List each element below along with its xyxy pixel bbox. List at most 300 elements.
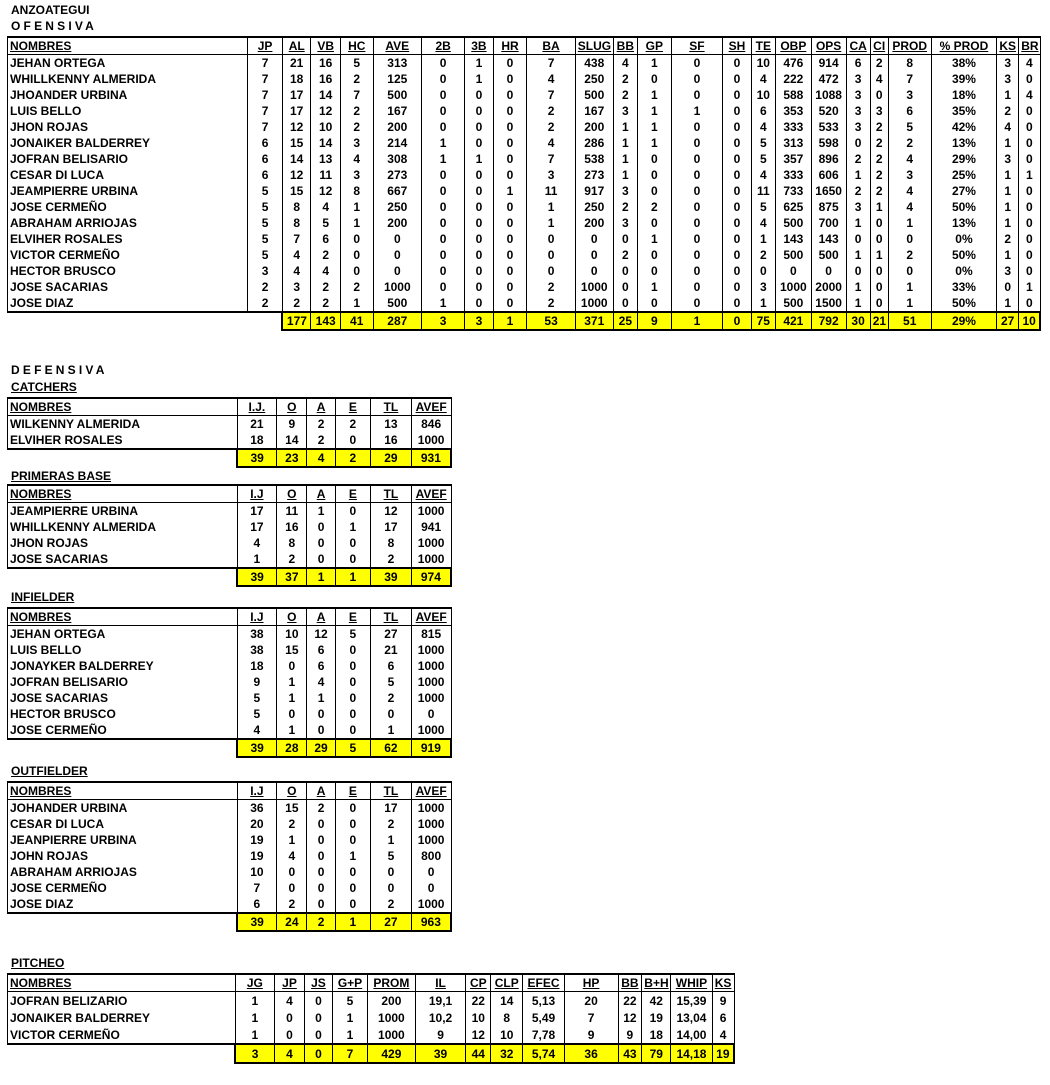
stat-cell: 0	[335, 503, 370, 520]
table-row	[8, 690, 452, 706]
stat-cell: 0	[335, 706, 370, 722]
column-header: NOMBRES	[8, 398, 238, 416]
stat-cell: 2	[637, 199, 671, 215]
stat-cell: 1	[307, 503, 335, 520]
table-row	[8, 231, 1041, 247]
stat-cell: 6	[751, 103, 775, 119]
column-header: O	[277, 398, 307, 416]
stat-cell: 0	[335, 642, 370, 658]
table-row	[8, 55, 1041, 72]
stat-cell: 5	[311, 215, 341, 231]
stat-cell: 0	[493, 87, 527, 103]
stat-cell: 0	[637, 71, 671, 87]
stat-cell: 50%	[931, 295, 996, 312]
stat-cell: 7	[527, 151, 575, 167]
table-row	[8, 848, 452, 864]
totals-spacer	[8, 568, 238, 586]
stat-cell: 1	[1019, 167, 1040, 183]
stat-cell: 143	[811, 231, 846, 247]
stat-cell: 4	[282, 263, 310, 279]
stat-cell: 2	[870, 151, 888, 167]
stat-cell: 1	[846, 167, 870, 183]
stat-cell: 0	[723, 295, 751, 312]
stat-cell: 0	[723, 87, 751, 103]
stat-cell: 0	[527, 263, 575, 279]
column-header: AVE	[373, 37, 421, 55]
stat-cell: 1	[613, 135, 637, 151]
stat-cell: 1	[340, 295, 373, 312]
stat-cell: 1000	[411, 535, 451, 551]
column-header: A	[307, 485, 335, 503]
stat-cell: 0	[422, 199, 465, 215]
stat-cell: 4	[613, 55, 637, 72]
stat-cell: 2	[277, 551, 307, 568]
stat-cell: 0	[411, 880, 451, 896]
table-row	[8, 551, 452, 568]
table-row	[8, 880, 452, 896]
stat-cell: 1000	[411, 658, 451, 674]
stat-cell: 4	[888, 151, 931, 167]
stat-cell: 5	[237, 706, 277, 722]
stat-cell: 0	[422, 71, 465, 87]
stat-cell: 22	[466, 992, 491, 1010]
total-cell: 3	[235, 1044, 274, 1063]
total-cell: 2	[307, 913, 335, 931]
stat-cell: 0	[493, 247, 527, 263]
total-cell: 1	[335, 568, 370, 586]
stat-cell: 0	[671, 199, 723, 215]
stat-cell: 6	[237, 896, 277, 913]
stat-cell: 1	[307, 690, 335, 706]
stat-cell: 33%	[931, 279, 996, 295]
column-header: NOMBRES	[8, 485, 238, 503]
stat-cell: 0	[422, 215, 465, 231]
column-header: VB	[311, 37, 341, 55]
stat-cell: 16	[311, 55, 341, 72]
stat-cell: 9	[618, 1026, 642, 1044]
stat-cell: 476	[775, 55, 811, 72]
table-row	[8, 199, 1041, 215]
totals-row	[8, 312, 1041, 330]
player-name: HECTOR BRUSCO	[8, 263, 248, 279]
stat-cell: 500	[811, 247, 846, 263]
stat-cell: 0	[671, 135, 723, 151]
total-cell: 23	[277, 449, 307, 467]
stat-cell: 0	[723, 279, 751, 295]
column-header: HR	[493, 37, 527, 55]
total-cell: 39	[237, 449, 277, 467]
stat-cell: 0	[575, 263, 613, 279]
stat-cell: 17	[282, 103, 310, 119]
stat-cell: 0	[465, 87, 493, 103]
player-name: LUIS BELLO	[8, 103, 248, 119]
total-cell: 963	[411, 913, 451, 931]
stat-cell: 1	[613, 151, 637, 167]
stat-cell: 2	[527, 119, 575, 135]
stat-cell: 1	[888, 279, 931, 295]
stat-cell: 42%	[931, 119, 996, 135]
stat-cell: 0%	[931, 231, 996, 247]
stat-cell: 1	[997, 215, 1019, 231]
stat-cell: 200	[368, 992, 416, 1010]
column-header: AVEF	[411, 398, 451, 416]
stat-cell: 35%	[931, 103, 996, 119]
stat-cell: 0	[340, 231, 373, 247]
table-row	[8, 896, 452, 913]
stat-cell: 520	[811, 103, 846, 119]
stat-cell: 2	[527, 103, 575, 119]
stat-cell: 0	[888, 263, 931, 279]
stat-cell: 222	[775, 71, 811, 87]
stat-cell: 8	[282, 215, 310, 231]
stat-cell: 5	[751, 135, 775, 151]
stat-cell: 13%	[931, 135, 996, 151]
stat-cell: 1000	[411, 800, 451, 817]
column-header: OPS	[811, 37, 846, 55]
stat-cell: 0	[671, 87, 723, 103]
stat-cell: 2	[613, 71, 637, 87]
stat-cell: 10	[237, 864, 277, 880]
stat-cell: 5	[371, 674, 412, 690]
stat-cell: 12	[371, 503, 412, 520]
player-name: JOSE CERMEÑO	[8, 880, 238, 896]
stat-cell: 0	[811, 263, 846, 279]
stat-cell: 6	[248, 135, 283, 151]
stat-cell: 606	[811, 167, 846, 183]
stat-cell: 2	[307, 800, 335, 817]
column-header: E	[335, 608, 370, 626]
stat-cell: 10	[466, 1009, 491, 1026]
column-header: IL	[415, 974, 466, 992]
stat-cell: 0	[493, 151, 527, 167]
stat-cell: 667	[373, 183, 421, 199]
stat-cell: 1000	[411, 690, 451, 706]
total-cell: 4	[274, 1044, 304, 1063]
offense-table	[7, 36, 1041, 331]
column-header: TL	[371, 485, 412, 503]
stat-cell: 0	[870, 215, 888, 231]
stat-cell: 1	[997, 183, 1019, 199]
total-cell: 19	[712, 1044, 734, 1063]
catchers-table	[7, 397, 452, 468]
table-row	[8, 416, 452, 433]
stat-cell: 0	[422, 247, 465, 263]
stat-cell: 0	[775, 263, 811, 279]
column-header: HC	[340, 37, 373, 55]
stat-cell: 12	[311, 183, 341, 199]
stat-cell: 4	[274, 992, 304, 1010]
stat-cell: 4	[237, 535, 277, 551]
stat-cell: 0	[422, 103, 465, 119]
column-header: JP	[248, 37, 283, 55]
stat-cell: 1	[422, 151, 465, 167]
stat-cell: 0	[1019, 119, 1040, 135]
stat-cell: 0	[277, 658, 307, 674]
stat-cell: 500	[575, 87, 613, 103]
stat-cell: 7	[340, 87, 373, 103]
column-header: E	[335, 398, 370, 416]
stat-cell: 0	[637, 295, 671, 312]
column-header: NOMBRES	[8, 974, 236, 992]
total-cell: 75	[751, 312, 775, 330]
stat-cell: 42	[642, 992, 671, 1010]
player-name: JONAIKER BALDERREY	[8, 135, 248, 151]
stat-cell: 18	[237, 432, 277, 449]
table-row	[8, 519, 452, 535]
total-cell: 39	[415, 1044, 466, 1063]
column-header: E	[335, 485, 370, 503]
player-name: WHILLKENNY ALMERIDA	[8, 71, 248, 87]
stat-cell: 10	[311, 119, 341, 135]
column-header: 3B	[465, 37, 493, 55]
column-header: I.J.	[237, 398, 277, 416]
stat-cell: 8	[371, 535, 412, 551]
stat-cell: 11	[311, 167, 341, 183]
stat-cell: 2	[613, 87, 637, 103]
stat-cell: 1000	[411, 432, 451, 449]
stat-cell: 2	[311, 279, 341, 295]
stat-cell: 0	[723, 215, 751, 231]
stat-cell: 2	[340, 119, 373, 135]
player-name: WHILLKENNY ALMERIDA	[8, 519, 238, 535]
column-header: NOMBRES	[8, 37, 248, 55]
stat-cell: 200	[575, 215, 613, 231]
stat-cell: 0	[373, 263, 421, 279]
stat-cell: 22	[618, 992, 642, 1010]
stat-cell: 1	[1019, 279, 1040, 295]
stat-cell: 2	[870, 183, 888, 199]
stat-cell: 0	[335, 658, 370, 674]
stat-cell: 3	[846, 119, 870, 135]
stat-cell: 18%	[931, 87, 996, 103]
stat-cell: 2	[282, 295, 310, 312]
stat-cell: 7	[248, 119, 283, 135]
header-row	[8, 782, 452, 800]
stat-cell: 0	[671, 167, 723, 183]
player-name: JOSE DIAZ	[8, 295, 248, 312]
stat-cell: 0	[373, 247, 421, 263]
stat-cell: 0	[493, 279, 527, 295]
stat-cell: 17	[237, 503, 277, 520]
stat-cell: 0	[671, 263, 723, 279]
stat-cell: 0	[422, 231, 465, 247]
stat-cell: 20	[564, 992, 618, 1010]
column-header: SF	[671, 37, 723, 55]
stat-cell: 7	[248, 87, 283, 103]
stat-cell: 3	[997, 71, 1019, 87]
stat-cell: 27	[371, 626, 412, 643]
stat-cell: 15,39	[671, 992, 712, 1010]
stat-cell: 3	[613, 215, 637, 231]
stat-cell: 0	[493, 295, 527, 312]
stat-cell: 2	[277, 896, 307, 913]
player-name: JONAYKER BALDERREY	[8, 658, 238, 674]
stat-cell: 1	[235, 1009, 274, 1026]
stat-cell: 1	[613, 119, 637, 135]
stat-cell: 733	[775, 183, 811, 199]
stat-cell: 800	[411, 848, 451, 864]
total-cell: 0	[723, 312, 751, 330]
table-row	[8, 864, 452, 880]
stat-cell: 0	[307, 864, 335, 880]
player-name: JHON ROJAS	[8, 119, 248, 135]
stat-cell: 0	[335, 816, 370, 832]
stat-cell: 1	[277, 674, 307, 690]
stat-cell: 313	[373, 55, 421, 72]
stat-cell: 15	[282, 135, 310, 151]
table-row	[8, 87, 1041, 103]
total-cell: 0	[304, 1044, 332, 1063]
total-cell: 792	[811, 312, 846, 330]
table-row	[8, 706, 452, 722]
stat-cell: 17	[282, 87, 310, 103]
table-row	[8, 263, 1041, 279]
total-cell: 41	[340, 312, 373, 330]
stat-cell: 0	[335, 800, 370, 817]
stat-cell: 1	[332, 1009, 367, 1026]
stat-cell: 1000	[368, 1009, 416, 1026]
stat-cell: 1	[888, 215, 931, 231]
stat-cell: 4	[277, 848, 307, 864]
stat-cell: 0	[671, 151, 723, 167]
stat-cell: 1000	[411, 816, 451, 832]
totals-row	[8, 449, 452, 467]
total-cell: 29%	[931, 312, 996, 330]
stat-cell: 0	[671, 279, 723, 295]
stat-cell: 1088	[811, 87, 846, 103]
stat-cell: 1	[870, 247, 888, 263]
first-base-title: PRIMERAS BASE	[11, 469, 112, 483]
stat-cell: 0	[1019, 183, 1040, 199]
stat-cell: 8	[340, 183, 373, 199]
stat-cell: 3	[997, 263, 1019, 279]
stat-cell: 0	[465, 135, 493, 151]
stat-cell: 2	[846, 151, 870, 167]
stat-cell: 0	[465, 199, 493, 215]
column-header: TL	[371, 398, 412, 416]
stat-cell: 10	[751, 55, 775, 72]
stat-cell: 167	[373, 103, 421, 119]
column-header: CI	[870, 37, 888, 55]
stat-cell: 12	[466, 1026, 491, 1044]
stat-cell: 2	[371, 816, 412, 832]
stat-cell: 0	[671, 295, 723, 312]
stat-cell: 3	[846, 199, 870, 215]
total-cell: 53	[527, 312, 575, 330]
stat-cell: 313	[775, 135, 811, 151]
first-base-table	[7, 484, 452, 587]
column-header: EFEC	[523, 974, 564, 992]
stat-cell: 14	[277, 432, 307, 449]
player-name: CESAR DI LUCA	[8, 167, 248, 183]
column-header: O	[277, 782, 307, 800]
stat-cell: 0	[422, 167, 465, 183]
stat-cell: 333	[775, 167, 811, 183]
totals-spacer	[8, 739, 238, 757]
stat-cell: 0	[493, 263, 527, 279]
stat-cell: 10	[491, 1026, 523, 1044]
header-row	[8, 608, 452, 626]
column-header: 2B	[422, 37, 465, 55]
player-name: JHOANDER URBINA	[8, 87, 248, 103]
stat-cell: 0	[465, 247, 493, 263]
stat-cell: 20	[237, 816, 277, 832]
stat-cell: 1	[465, 55, 493, 72]
stat-cell: 15	[282, 183, 310, 199]
stat-cell: 7	[248, 71, 283, 87]
stat-cell: 0	[493, 71, 527, 87]
player-name: HECTOR BRUSCO	[8, 706, 238, 722]
column-header: WHIP	[671, 974, 712, 992]
stat-cell: 1	[465, 151, 493, 167]
player-name: ABRAHAM ARRIOJAS	[8, 215, 248, 231]
totals-row	[8, 1044, 735, 1063]
stat-cell: 1000	[775, 279, 811, 295]
total-cell: 1	[493, 312, 527, 330]
stat-cell: 0	[1019, 215, 1040, 231]
stat-cell: 0	[465, 119, 493, 135]
column-header: TL	[371, 782, 412, 800]
stat-cell: 3	[997, 151, 1019, 167]
stat-cell: 4	[751, 71, 775, 87]
stat-cell: 1	[465, 71, 493, 87]
column-header: TL	[371, 608, 412, 626]
player-name: JOSE SACARIAS	[8, 551, 238, 568]
stat-cell: 2	[311, 295, 341, 312]
stat-cell: 5	[248, 231, 283, 247]
stat-cell: 0	[335, 674, 370, 690]
stat-cell: 1	[335, 519, 370, 535]
total-cell: 30	[846, 312, 870, 330]
stat-cell: 0	[870, 263, 888, 279]
stat-cell: 1	[527, 199, 575, 215]
stat-cell: 4	[237, 722, 277, 739]
total-cell: 32	[491, 1044, 523, 1063]
stat-cell: 0	[307, 519, 335, 535]
stat-cell: 0	[846, 263, 870, 279]
player-name: JOSE DIAZ	[8, 896, 238, 913]
stat-cell: 0	[340, 263, 373, 279]
stat-cell: 5	[248, 247, 283, 263]
column-header: I.J	[237, 485, 277, 503]
stat-cell: 9	[237, 674, 277, 690]
stat-cell: 5	[888, 119, 931, 135]
stat-cell: 9	[564, 1026, 618, 1044]
player-name: JHON ROJAS	[8, 535, 238, 551]
outfielder-title: OUTFIELDER	[11, 764, 88, 778]
stat-cell: 250	[373, 199, 421, 215]
stat-cell: 7	[282, 231, 310, 247]
stat-cell: 286	[575, 135, 613, 151]
stat-cell: 4	[870, 71, 888, 87]
stat-cell: 1	[997, 295, 1019, 312]
table-row	[8, 432, 452, 449]
stat-cell: 5	[248, 183, 283, 199]
column-header: JS	[304, 974, 332, 992]
stat-cell: 19	[237, 848, 277, 864]
stat-cell: 3	[340, 167, 373, 183]
player-name: WILKENNY ALMERIDA	[8, 416, 238, 433]
table-row	[8, 642, 452, 658]
total-cell: 429	[368, 1044, 416, 1063]
stat-cell: 19	[237, 832, 277, 848]
stat-cell: 2	[307, 416, 335, 433]
stat-cell: 0	[493, 103, 527, 119]
stat-cell: 846	[411, 416, 451, 433]
stat-cell: 200	[373, 119, 421, 135]
stat-cell: 0	[335, 690, 370, 706]
stat-cell: 29%	[931, 151, 996, 167]
